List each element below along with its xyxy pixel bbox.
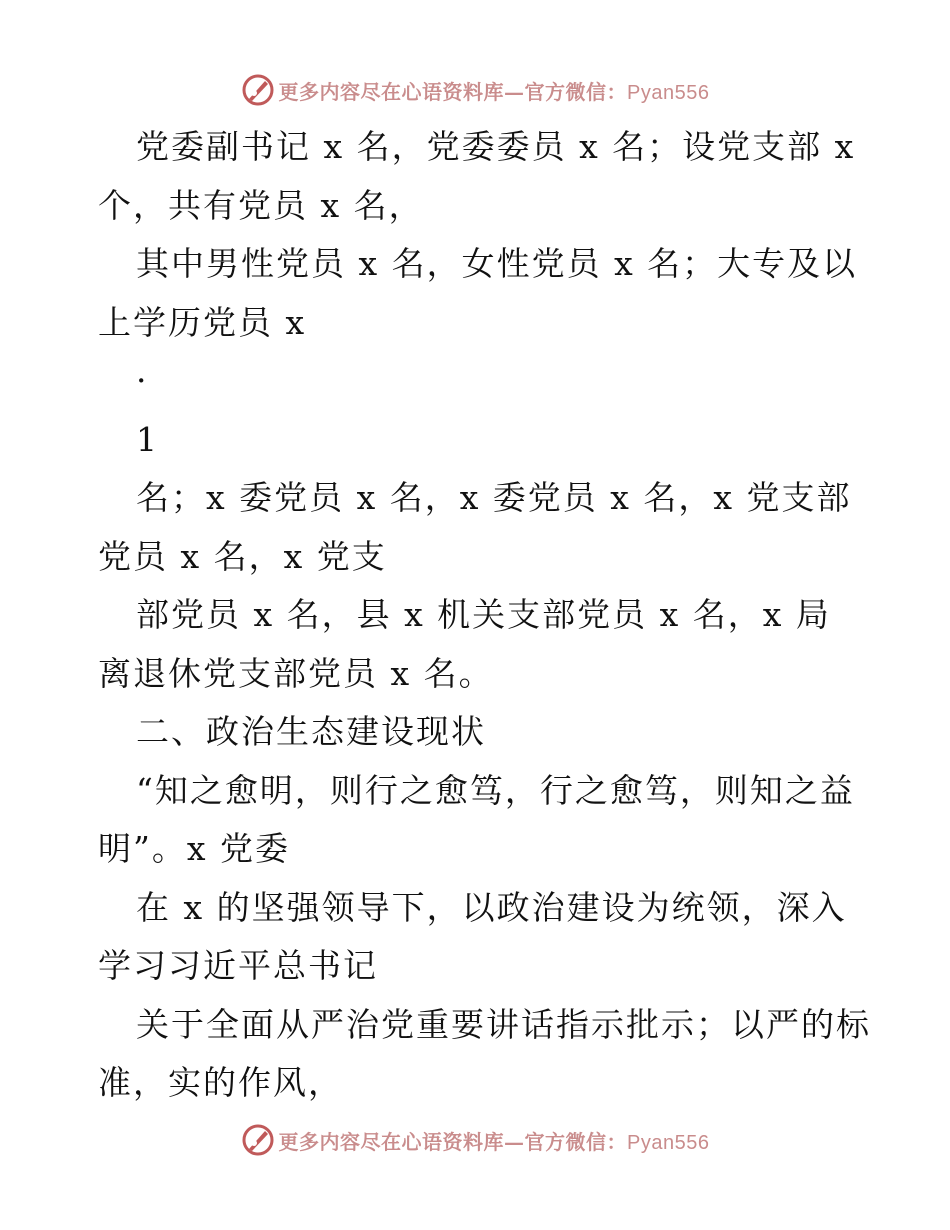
watermark-header — [0, 70, 950, 110]
text-line: 名；x 委党员 x 名，x 委党员 x 名，x 党支部 — [136, 478, 852, 517]
document-body — [98, 118, 871, 1113]
text-line: 部党员 x 名，县 x 机关支部党员 x 名，x 局 — [136, 595, 831, 634]
brush-logo-icon — [241, 1123, 275, 1157]
text-line: 离退休党支部党员 x 名。 — [98, 653, 494, 693]
text-line: 党委副书记 x 名，党委委员 x 名；设党支部 x — [136, 127, 856, 166]
text-line: 党员 x 名，x 党支 — [98, 536, 387, 576]
brush-logo-icon — [241, 73, 275, 107]
watermark-text: 更多内容尽在心语资料库—官方微信：Pyan556 — [278, 1129, 710, 1154]
text-line: 关于全面从严治党重要讲话指示批示；以严的标 — [136, 1004, 871, 1044]
watermark-wechat-id: Pyan556 — [627, 81, 710, 104]
text-line: · — [136, 361, 149, 400]
text-line: 明”。x 党委 — [98, 829, 290, 868]
watermark-footer — [0, 1120, 950, 1160]
text-line: 其中男性党员 x 名，女性党员 x 名；大专及以 — [136, 244, 858, 283]
watermark-text: 更多内容尽在心语资料库—官方微信：Pyan556 — [278, 79, 710, 104]
text-line: “知之愈明，则行之愈笃，行之愈笃，则知之益 — [136, 770, 855, 810]
text-line: 准，实的作风， — [98, 1063, 343, 1102]
text-line: 二、政治生态建设现状 — [136, 712, 486, 751]
text-line: 在 x 的坚强领导下，以政治建设为统领，深入 — [136, 887, 847, 927]
text-line: 上学历党员 x — [98, 302, 307, 342]
text-line: 学习习近平总书记 — [98, 946, 378, 985]
text-line: 个，共有党员 x 名， — [98, 185, 424, 225]
text-line: 1 — [136, 419, 159, 459]
watermark-wechat-id: Pyan556 — [627, 1131, 710, 1154]
